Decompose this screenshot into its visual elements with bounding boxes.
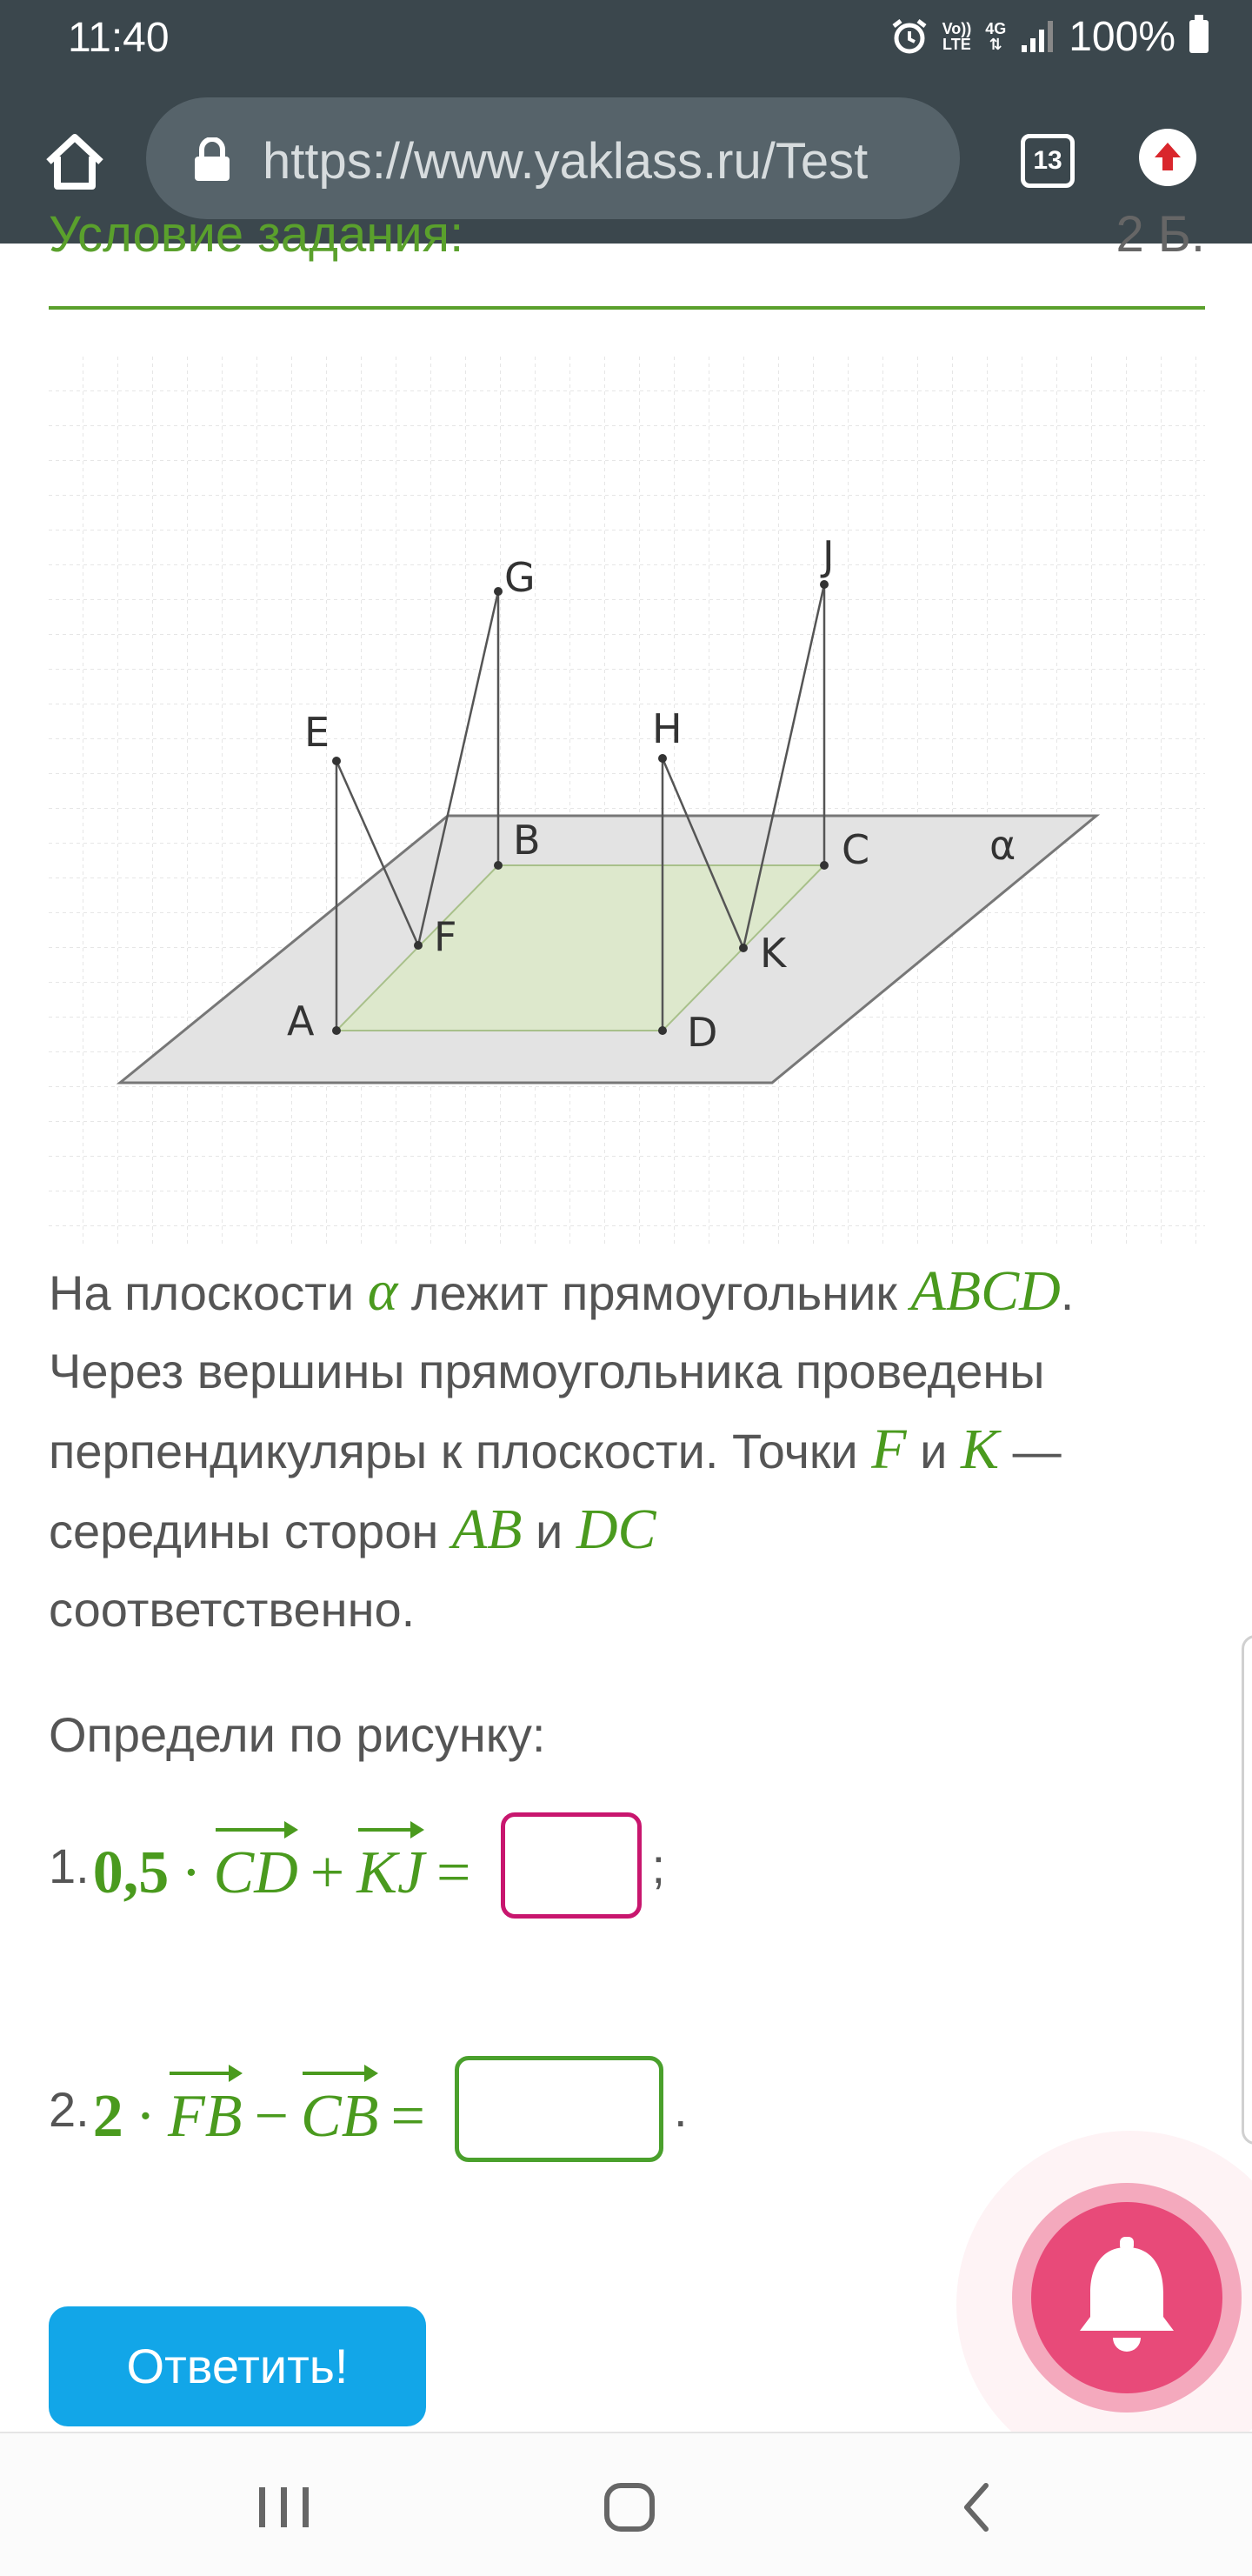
system-nav-bar <box>0 2432 1252 2576</box>
point-label-c: C <box>842 826 870 873</box>
geometry-figure <box>49 357 1205 1252</box>
problem-text: На плоскости α лежит прямоугольник ABCD. Через вершины прямоугольника проведены перпендикуляры к плоскости. Точки F и K — середины сторон AB и DC соответственно. <box>49 1259 1075 1637</box>
vector-expression: 0,5 · CD + KJ = <box>93 1823 483 1908</box>
answer-input-1[interactable] <box>501 1812 642 1919</box>
question-item-1: 1. 0,5 · CD + KJ = ; <box>49 1809 665 1922</box>
home-icon[interactable] <box>40 127 110 197</box>
point-label-b: B <box>513 817 541 864</box>
math-k: K <box>960 1418 999 1481</box>
signal-icon <box>1020 19 1055 54</box>
recent-apps-icon[interactable] <box>254 2477 315 2538</box>
back-icon[interactable] <box>948 2477 1009 2538</box>
point-label-d: D <box>687 1009 718 1056</box>
math-abcd: ABCD <box>910 1259 1061 1323</box>
vector-expression: 2 · FB − CB = <box>93 2066 437 2152</box>
point-label-h: H <box>652 705 683 752</box>
bell-icon <box>1031 2202 1222 2393</box>
point-label-f: F <box>434 913 457 960</box>
item-number: 1. <box>49 1838 90 1893</box>
item-number: 2. <box>49 2081 90 2137</box>
volte-icon: Vo)) LTE <box>942 20 972 53</box>
task-header <box>49 206 1205 310</box>
point-label-j: J <box>822 532 835 579</box>
status-time: 11:40 <box>68 15 170 61</box>
status-icons <box>890 10 1209 63</box>
question-item-2: 2. 2 · FB − CB = . <box>49 2052 688 2166</box>
status-bar <box>0 0 1252 75</box>
point-label-k: K <box>760 930 787 977</box>
point-label-e: E <box>304 709 330 756</box>
battery-percent: 100% <box>1069 13 1175 60</box>
point-label-a: A <box>287 998 315 1044</box>
math-f: F <box>871 1418 907 1481</box>
vector-fb: FB <box>168 2066 243 2152</box>
side-panel-handle[interactable] <box>1242 1635 1252 2145</box>
vector-cd: CD <box>214 1823 298 1908</box>
address-bar[interactable] <box>146 97 960 219</box>
submit-button[interactable]: Ответить! <box>49 2306 426 2426</box>
math-dc: DC <box>576 1498 656 1561</box>
url-text: https://www.yaklass.ru/Test <box>263 133 869 190</box>
update-button[interactable] <box>1139 129 1196 186</box>
network-type-icon: 4G ⇅ <box>985 20 1007 53</box>
math-ab: AB <box>451 1498 523 1561</box>
task-title: Условие задания: <box>49 206 464 263</box>
grid-background <box>49 357 1205 1244</box>
alarm-icon <box>890 17 929 56</box>
math-alpha: α <box>367 1259 398 1323</box>
home-nav-icon[interactable] <box>600 2477 661 2538</box>
tab-switcher-button[interactable]: 13 <box>1021 134 1075 188</box>
vector-kj: KJ <box>356 1823 424 1908</box>
vector-cb: CB <box>301 2066 378 2152</box>
task-points: 2 Б. <box>1115 206 1205 263</box>
plane-label-alpha: α <box>989 822 1016 869</box>
point-label-g: G <box>504 554 536 601</box>
answer-input-2[interactable] <box>455 2056 663 2162</box>
battery-icon <box>1189 20 1209 53</box>
prompt-text: Определи по рисунку: <box>49 1707 546 1762</box>
notification-button[interactable] <box>1012 2183 1242 2412</box>
lock-icon <box>193 137 231 181</box>
arrow-up-icon <box>1139 129 1196 186</box>
